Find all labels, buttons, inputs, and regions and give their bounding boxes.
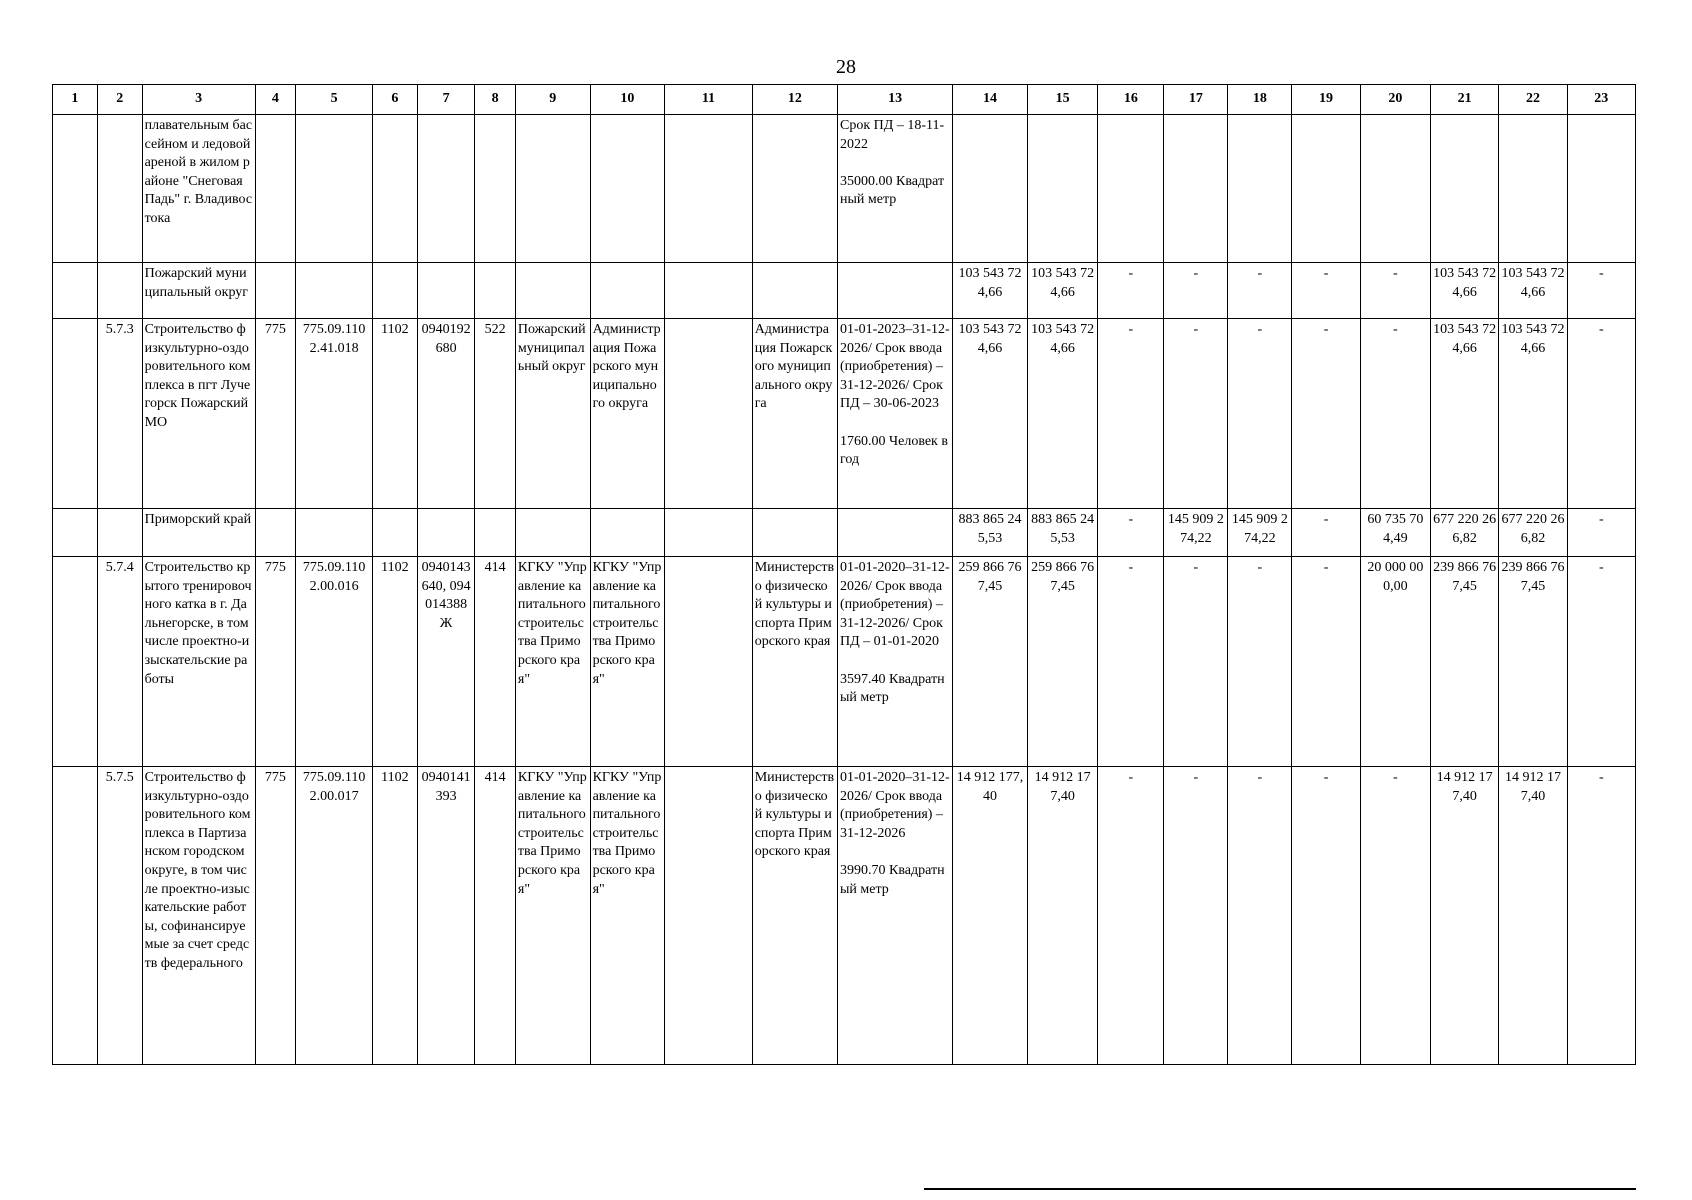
table-cell xyxy=(372,115,417,263)
table-cell: 145 909 274,22 xyxy=(1228,509,1292,557)
table-cell xyxy=(53,115,98,263)
table-cell: КГКУ "Управление капитального строительства Приморского края" xyxy=(590,767,665,1065)
col-header: 6 xyxy=(372,85,417,115)
table-cell: - xyxy=(1567,509,1635,557)
table-cell xyxy=(97,509,142,557)
table-cell: - xyxy=(1228,319,1292,509)
table-cell: 1102 xyxy=(372,767,417,1065)
table-cell xyxy=(752,509,837,557)
table-cell: 103 543 724,66 xyxy=(1027,319,1097,509)
table-cell xyxy=(372,263,417,319)
table-row xyxy=(53,115,1636,263)
table-cell: - xyxy=(1164,557,1228,767)
col-header: 18 xyxy=(1228,85,1292,115)
table-cell xyxy=(1499,115,1567,263)
table-cell: Срок ПД – 18-11-2022 35000.00 Квадратный метр xyxy=(838,115,953,263)
table-row xyxy=(53,557,1636,767)
table-cell: - xyxy=(1098,263,1164,319)
table-cell xyxy=(255,263,296,319)
table-cell: 5.7.4 xyxy=(97,557,142,767)
table-cell: Администрация Пожарского муниципального округа xyxy=(752,319,837,509)
budget-table xyxy=(52,84,1636,1065)
table-cell: 01-01-2023–31-12-2026/ Срок ввода (приобретения) – 31-12-2026/ Срок ПД – 30-06-2023 1760.00 Человек в год xyxy=(838,319,953,509)
table-cell: 414 xyxy=(475,557,516,767)
table-cell xyxy=(417,263,475,319)
table-row xyxy=(53,263,1636,319)
table-cell: - xyxy=(1292,319,1360,509)
table-cell: 259 866 767,45 xyxy=(1027,557,1097,767)
table-cell: Строительство физкультурно-оздоровительного комплекса в пгт Лучегорск Пожарский МО xyxy=(142,319,255,509)
col-header: 22 xyxy=(1499,85,1567,115)
table-cell: - xyxy=(1228,263,1292,319)
table-cell xyxy=(752,115,837,263)
table-cell: - xyxy=(1360,767,1430,1065)
table-cell: КГКУ "Управление капитального строительства Приморского края" xyxy=(515,557,590,767)
table-cell: 1102 xyxy=(372,319,417,509)
table-cell xyxy=(665,115,752,263)
table-cell xyxy=(665,557,752,767)
table-cell xyxy=(53,263,98,319)
table-cell xyxy=(475,263,516,319)
table-cell: 775 xyxy=(255,767,296,1065)
table-cell xyxy=(1098,115,1164,263)
table-cell: - xyxy=(1360,319,1430,509)
table-cell: 14 912 177,40 xyxy=(1431,767,1499,1065)
table-cell: 103 543 724,66 xyxy=(1431,319,1499,509)
table-cell xyxy=(1431,115,1499,263)
table-cell xyxy=(53,767,98,1065)
table-row xyxy=(53,767,1636,1065)
table-cell: 775.09.1102.41.018 xyxy=(296,319,373,509)
table-cell: 775.09.1102.00.016 xyxy=(296,557,373,767)
table-cell: - xyxy=(1292,263,1360,319)
table-cell: 677 220 266,82 xyxy=(1499,509,1567,557)
table-cell: - xyxy=(1567,557,1635,767)
table-cell xyxy=(515,509,590,557)
col-header: 9 xyxy=(515,85,590,115)
table-cell: плавательным бассейном и ледовой ареной в жилом районе "Снеговая Падь" г. Владивостока xyxy=(142,115,255,263)
col-header: 3 xyxy=(142,85,255,115)
table-cell: - xyxy=(1360,263,1430,319)
table-cell: 259 866 767,45 xyxy=(953,557,1028,767)
table-cell: - xyxy=(1228,557,1292,767)
table-cell: 775 xyxy=(255,319,296,509)
table-cell: - xyxy=(1292,767,1360,1065)
table-cell: 883 865 245,53 xyxy=(953,509,1028,557)
col-header: 23 xyxy=(1567,85,1635,115)
table-cell xyxy=(97,115,142,263)
table-cell xyxy=(1228,115,1292,263)
table-cell: Пожарский муниципальный округ xyxy=(515,319,590,509)
table-cell xyxy=(752,263,837,319)
table-cell: 14 912 177,40 xyxy=(1499,767,1567,1065)
col-header: 16 xyxy=(1098,85,1164,115)
table-cell xyxy=(590,115,665,263)
table-cell: 60 735 704,49 xyxy=(1360,509,1430,557)
table-cell xyxy=(1164,115,1228,263)
col-header: 2 xyxy=(97,85,142,115)
table-cell: 883 865 245,53 xyxy=(1027,509,1097,557)
table-cell xyxy=(296,115,373,263)
col-header: 11 xyxy=(665,85,752,115)
table-cell: 775.09.1102.00.017 xyxy=(296,767,373,1065)
table-cell: - xyxy=(1567,319,1635,509)
table-cell: 522 xyxy=(475,319,516,509)
table-cell: 239 866 767,45 xyxy=(1431,557,1499,767)
table-cell: Министерство физической культуры и спорта Приморского края xyxy=(752,557,837,767)
table-cell xyxy=(255,115,296,263)
table-cell xyxy=(838,509,953,557)
table-cell: 145 909 274,22 xyxy=(1164,509,1228,557)
table-cell: Пожарский муниципальный округ xyxy=(142,263,255,319)
table-cell: КГКУ "Управление капитального строительства Приморского края" xyxy=(515,767,590,1065)
table-cell xyxy=(296,509,373,557)
table-cell: 20 000 000,00 xyxy=(1360,557,1430,767)
header-row xyxy=(53,85,1636,115)
table-cell xyxy=(417,115,475,263)
table-cell: 103 543 724,66 xyxy=(1499,319,1567,509)
table-cell xyxy=(53,557,98,767)
table-cell: 0940141393 xyxy=(417,767,475,1065)
table-cell xyxy=(1567,115,1635,263)
table-cell: КГКУ "Управление капитального строительства Приморского края" xyxy=(590,557,665,767)
table-cell: 677 220 266,82 xyxy=(1431,509,1499,557)
table-cell xyxy=(953,115,1028,263)
table-cell xyxy=(296,263,373,319)
table-cell xyxy=(515,263,590,319)
col-header: 13 xyxy=(838,85,953,115)
table-cell xyxy=(665,263,752,319)
col-header: 5 xyxy=(296,85,373,115)
col-header: 12 xyxy=(752,85,837,115)
table-cell xyxy=(1360,115,1430,263)
table-cell: - xyxy=(1292,557,1360,767)
table-cell: 01-01-2020–31-12-2026/ Срок ввода (приобретения) – 31-12-2026/ Срок ПД – 01-01-2020 3597.40 Квадратный метр xyxy=(838,557,953,767)
col-header: 15 xyxy=(1027,85,1097,115)
col-header: 7 xyxy=(417,85,475,115)
col-header: 10 xyxy=(590,85,665,115)
col-header: 17 xyxy=(1164,85,1228,115)
table-cell: 1102 xyxy=(372,557,417,767)
table-cell: - xyxy=(1292,509,1360,557)
table-cell: - xyxy=(1098,557,1164,767)
table-cell: - xyxy=(1164,767,1228,1065)
table-cell xyxy=(475,509,516,557)
table-cell: 14 912 177,40 xyxy=(953,767,1028,1065)
table-cell: 103 543 724,66 xyxy=(1431,263,1499,319)
table-cell: 775 xyxy=(255,557,296,767)
table-cell xyxy=(665,319,752,509)
table-cell: 14 912 177,40 xyxy=(1027,767,1097,1065)
table-cell: 5.7.5 xyxy=(97,767,142,1065)
table-cell xyxy=(255,509,296,557)
col-header: 19 xyxy=(1292,85,1360,115)
table-cell xyxy=(372,509,417,557)
col-header: 20 xyxy=(1360,85,1430,115)
table-cell xyxy=(590,509,665,557)
table-row xyxy=(53,319,1636,509)
table-cell xyxy=(97,263,142,319)
table-cell xyxy=(665,509,752,557)
table-cell: - xyxy=(1164,319,1228,509)
table-cell: 103 543 724,66 xyxy=(953,319,1028,509)
table-cell: Министерство физической культуры и спорта Приморского края xyxy=(752,767,837,1065)
table-cell: 0940192680 xyxy=(417,319,475,509)
table-cell: Строительство крытого тренировочного катка в г. Дальнегорске, в том числе проектно-изыскательские работы xyxy=(142,557,255,767)
table-cell: - xyxy=(1098,509,1164,557)
table-row xyxy=(53,509,1636,557)
table-cell: - xyxy=(1098,319,1164,509)
table-cell xyxy=(475,115,516,263)
table-cell: Строительство физкультурно-оздоровительного комплекса в Партизанском городском округе, в том числе проектно-изыскательские работы, софинансируемые за счет средств федерального xyxy=(142,767,255,1065)
table-cell: 103 543 724,66 xyxy=(1499,263,1567,319)
table-cell xyxy=(590,263,665,319)
table-cell xyxy=(1292,115,1360,263)
table-cell xyxy=(515,115,590,263)
col-header: 21 xyxy=(1431,85,1499,115)
table-cell: 103 543 724,66 xyxy=(953,263,1028,319)
table-cell: Приморский край xyxy=(142,509,255,557)
table-cell xyxy=(665,767,752,1065)
table-cell xyxy=(53,509,98,557)
table-cell: 414 xyxy=(475,767,516,1065)
table-cell: - xyxy=(1567,263,1635,319)
table-cell xyxy=(417,509,475,557)
table-cell xyxy=(53,319,98,509)
table-cell: 01-01-2020–31-12-2026/ Срок ввода (приобретения) – 31-12-2026 3990.70 Квадратный метр xyxy=(838,767,953,1065)
table-cell: 0940143640, 094014388Ж xyxy=(417,557,475,767)
table-cell xyxy=(1027,115,1097,263)
table-cell: 239 866 767,45 xyxy=(1499,557,1567,767)
table-cell: - xyxy=(1098,767,1164,1065)
col-header: 14 xyxy=(953,85,1028,115)
table-cell: 5.7.3 xyxy=(97,319,142,509)
table-cell: - xyxy=(1228,767,1292,1065)
page-number: 28 xyxy=(836,56,856,78)
col-header: 4 xyxy=(255,85,296,115)
table-cell: - xyxy=(1567,767,1635,1065)
footer-rule xyxy=(924,1188,1636,1190)
table-cell: 103 543 724,66 xyxy=(1027,263,1097,319)
table-cell xyxy=(838,263,953,319)
table-cell: Администрация Пожарского муниципального округа xyxy=(590,319,665,509)
col-header: 8 xyxy=(475,85,516,115)
col-header: 1 xyxy=(53,85,98,115)
table-cell: - xyxy=(1164,263,1228,319)
